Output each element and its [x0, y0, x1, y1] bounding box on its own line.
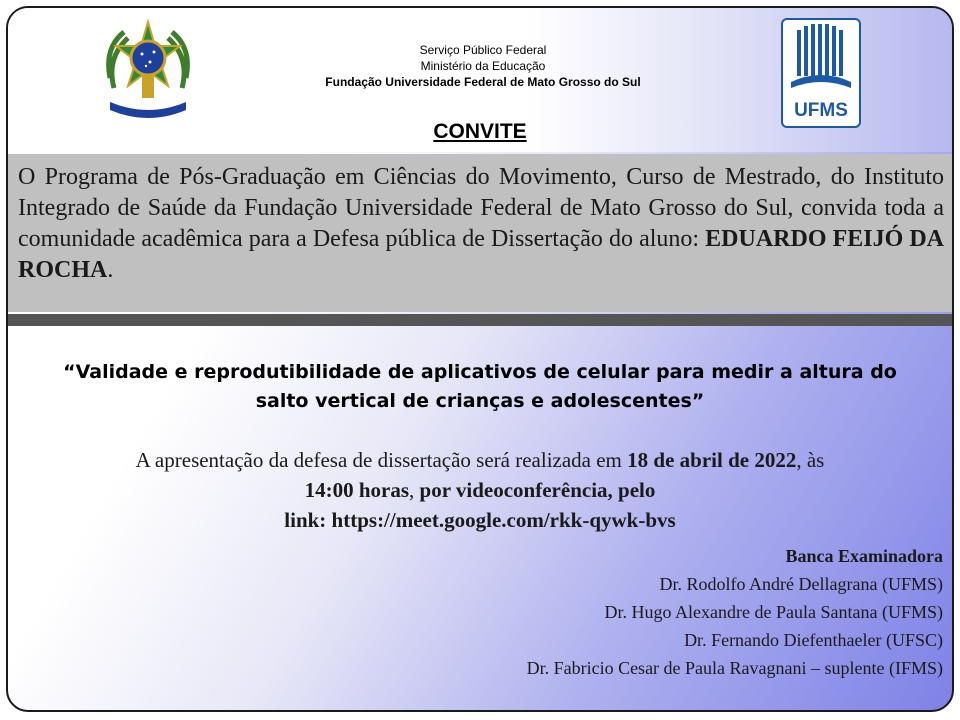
dissertation-title	[38, 358, 922, 416]
committee-heading: Banca Examinadora	[785, 546, 943, 566]
gov-line-foundation: Fundação Universidade Federal de Mato Grosso do Sul	[325, 75, 641, 89]
committee-member: Dr. Hugo Alexandre de Paula Santana (UFMS)	[604, 602, 943, 622]
committee-member: Dr. Rodolfo André Dellagrana (UFMS)	[659, 574, 943, 594]
ufms-logo-text: UFMS	[794, 100, 848, 121]
defense-mode: por videoconferência, pelo	[419, 478, 656, 502]
convite-heading: CONVITE	[433, 120, 527, 143]
details-line-1	[38, 445, 922, 475]
defense-details	[38, 445, 922, 535]
defense-date: 18 de abril de 2022	[627, 448, 797, 472]
committee-member: Dr. Fernando Diefenthaeler (UFSC)	[684, 630, 943, 650]
gov-line-service: Serviço Público Federal	[419, 43, 547, 57]
intro-end: .	[107, 257, 114, 283]
ufms-building-icon	[783, 20, 859, 100]
details-line-3	[38, 505, 922, 535]
details-prefix: A apresentação da defesa de dissertação será realizada em	[135, 448, 628, 472]
examining-committee	[243, 542, 943, 682]
intro-text: O Programa de Pós-Graduação em Ciências do Movimento, Curso de Mestrado, do Instituto Integrado de Saúde da Fundação Universidade Federal de Mato Grosso do Sul, convida toda a comunidade acadêmica para a Defesa pública de Dissertação do aluno:	[18, 164, 944, 252]
dissertation-title-line-1: “Validade e reprodutibilidade de aplicativos de celular para medir a altura do	[63, 361, 897, 383]
divider-band	[8, 314, 952, 326]
government-header	[188, 42, 778, 90]
invitation-slide	[6, 6, 954, 712]
details-suffix: , às	[796, 448, 825, 472]
brazil-coat-of-arms-icon	[98, 18, 198, 124]
details-line-2	[38, 475, 922, 505]
committee-member: Dr. Fabricio Cesar de Paula Ravagnani – suplente (IFMS)	[526, 658, 943, 678]
gov-line-ministry: Ministério da Educação	[420, 59, 546, 73]
ufms-logo-icon	[781, 18, 861, 128]
defense-time: 14:00 horas	[304, 478, 410, 502]
student-name: EDUARDO FEIJÓ DA ROCHA	[18, 226, 944, 283]
dissertation-title-line-2: salto vertical de crianças e adolescentes”	[255, 390, 705, 412]
details-separator: ,	[409, 478, 420, 502]
intro-paragraph	[18, 162, 944, 286]
meeting-link[interactable]: link: https://meet.google.com/rkk-qywk-bvs	[284, 508, 676, 532]
